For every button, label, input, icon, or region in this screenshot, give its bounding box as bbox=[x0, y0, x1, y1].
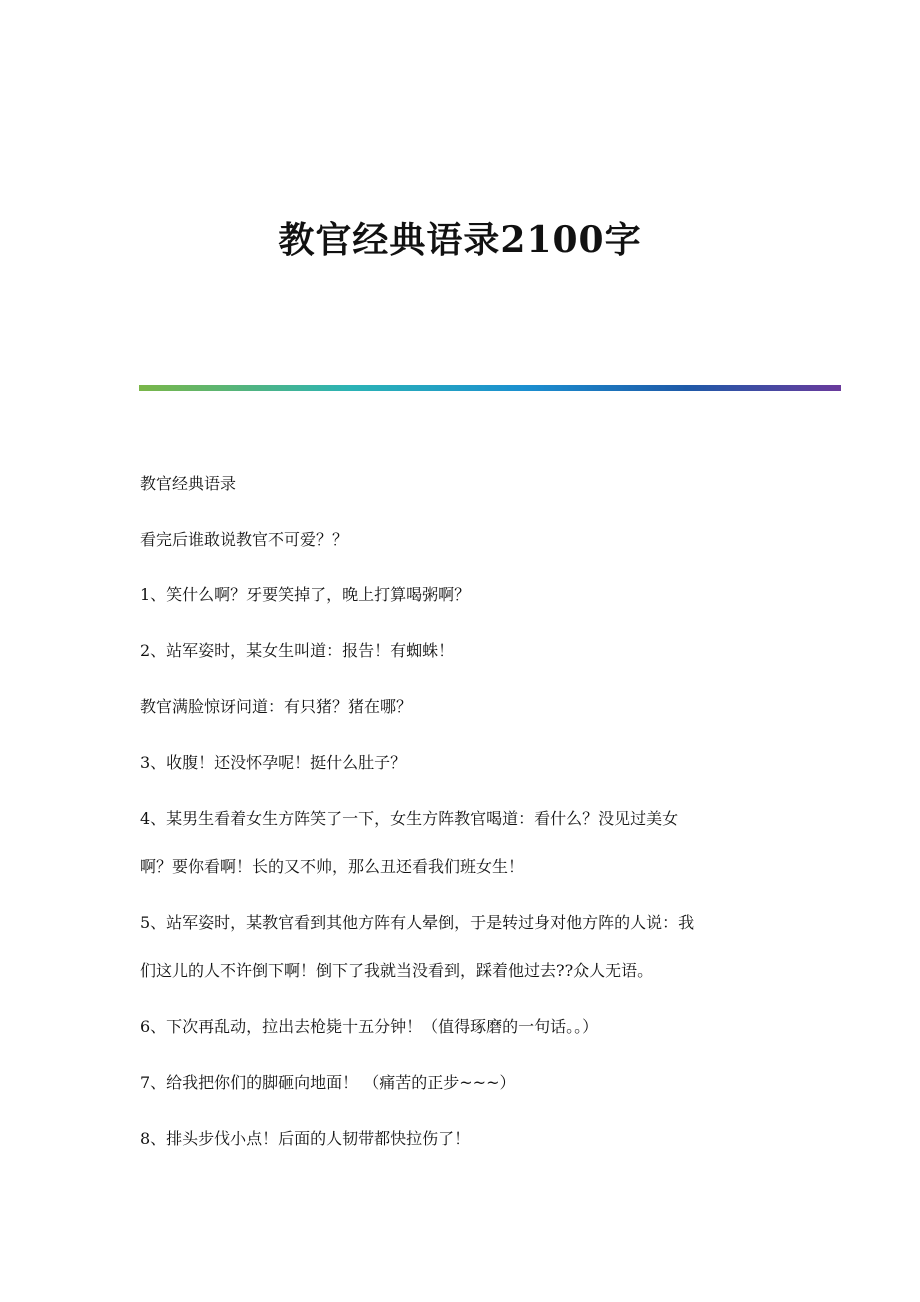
paragraph-quote-3: 3、收腹！还没怀孕呢！挺什么肚子？ bbox=[140, 753, 407, 772]
paragraph-quote-2-reply: 教官满脸惊讶问道：有只猪？猪在哪？ bbox=[140, 697, 413, 716]
title-divider bbox=[139, 385, 841, 391]
paragraph-quote-5-line-1: 5、站军姿时，某教官看到其他方阵有人晕倒，于是转过身对他方阵的人说：我 bbox=[140, 913, 695, 932]
section-heading: 教官经典语录 bbox=[140, 474, 237, 493]
paragraph-quote-8: 8、排头步伐小点！后面的人韧带都快拉伤了！ bbox=[140, 1129, 471, 1148]
paragraph-quote-2: 2、站军姿时，某女生叫道：报告！有蜘蛛！ bbox=[140, 641, 455, 660]
page-title: 教官经典语录2100字 bbox=[278, 219, 642, 261]
paragraph-quote-6: 6、下次再乱动，拉出去枪毙十五分钟！（值得琢磨的一句话。。） bbox=[140, 1017, 599, 1036]
paragraph-quote-1: 1、笑什么啊？牙要笑掉了，晚上打算喝粥啊？ bbox=[140, 585, 471, 604]
paragraph-intro: 看完后谁敢说教官不可爱？？ bbox=[140, 530, 349, 549]
paragraph-quote-4-line-2: 啊？要你看啊！长的又不帅，那么丑还看我们班女生！ bbox=[140, 857, 525, 876]
paragraph-quote-7: 7、给我把你们的脚砸向地面！ （痛苦的正步~~~） bbox=[140, 1073, 516, 1092]
paragraph-quote-4-line-1: 4、某男生看着女生方阵笑了一下，女生方阵教官喝道：看什么？没见过美女 bbox=[140, 809, 679, 828]
paragraph-quote-5-line-2: 们这儿的人不许倒下啊！倒下了我就当没看到，踩着他过去??众人无语。 bbox=[140, 961, 654, 980]
